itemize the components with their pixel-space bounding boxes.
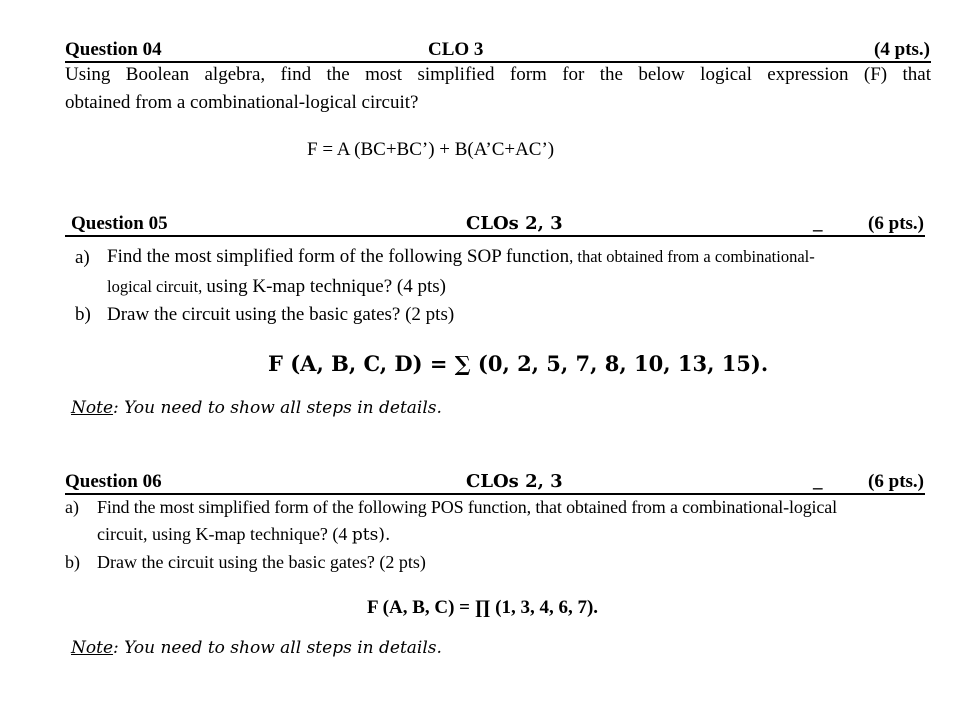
q06-function: F (A, B, C) = ∏ (1, 3, 4, 6, 7). xyxy=(367,597,599,618)
q04-body-line2: obtained from a combinational-logical circuit? xyxy=(65,92,419,113)
q04-points: (4 pts.) xyxy=(874,39,930,60)
q05-a-line1-main: Find the most simplified form of the following SOP function xyxy=(107,246,570,267)
q05-a-line2-small: logical circuit, xyxy=(107,277,207,296)
q06-b-text: Draw the circuit using the basic gates? (2 pts) xyxy=(97,552,426,572)
q05-points: (6 pts.) xyxy=(868,213,924,234)
q04-clo: CLO 3 xyxy=(428,39,484,60)
q06-a-line2-end: pts). xyxy=(351,525,391,545)
q05-header xyxy=(65,213,925,237)
q06-a-line2 xyxy=(97,524,390,545)
q06-note-label: Note xyxy=(71,638,114,658)
q05-clo: CLOs 2, 3 xyxy=(466,213,563,234)
q06-dash: _ xyxy=(813,471,823,492)
q05-a-line1-small: , that obtained from a combinational- xyxy=(569,247,815,266)
q06-note xyxy=(71,638,442,658)
q04-body-line1: Using Boolean algebra, find the most simplified form for the below logical expression (F) that xyxy=(65,64,931,85)
q06-title: Question 06 xyxy=(65,471,162,492)
q05-note xyxy=(71,398,442,418)
q06-clo: CLOs 2, 3 xyxy=(466,471,563,492)
q05-b-text: Draw the circuit using the basic gates? (2 pts) xyxy=(107,304,455,325)
q06-a-line2-start: circuit, using K-map technique? (4 xyxy=(97,524,352,544)
q05-a-line2 xyxy=(107,276,446,298)
q06-a-label: a) xyxy=(65,497,79,517)
q05-b-label: b) xyxy=(75,304,91,325)
q06-a-line1: Find the most simplified form of the following POS function, that obtained from a combinational-logical xyxy=(97,497,837,517)
q05-note-label: Note xyxy=(71,398,114,418)
q06-points: (6 pts.) xyxy=(868,471,924,492)
q05-dash: _ xyxy=(813,213,823,234)
q06-note-text: : You need to show all steps in details. xyxy=(113,638,442,658)
q05-a-line2-main: using K-map technique? (4 pts) xyxy=(206,276,446,297)
q04-title: Question 04 xyxy=(65,39,162,60)
q05-function: F (A, B, C, D) = ∑ (0, 2, 5, 7, 8, 10, 13, 15). xyxy=(268,351,769,376)
q05-note-text: : You need to show all steps in details. xyxy=(113,398,442,418)
q05-a-label: a) xyxy=(75,247,90,268)
q06-header xyxy=(65,471,925,495)
q05-title: Question 05 xyxy=(71,213,168,234)
q04-expression: F = A (BC+BC’) + B(A’C+AC’) xyxy=(307,139,555,160)
q05-a-line1 xyxy=(107,246,815,268)
q04-header xyxy=(65,39,931,63)
q06-b-label: b) xyxy=(65,552,80,572)
